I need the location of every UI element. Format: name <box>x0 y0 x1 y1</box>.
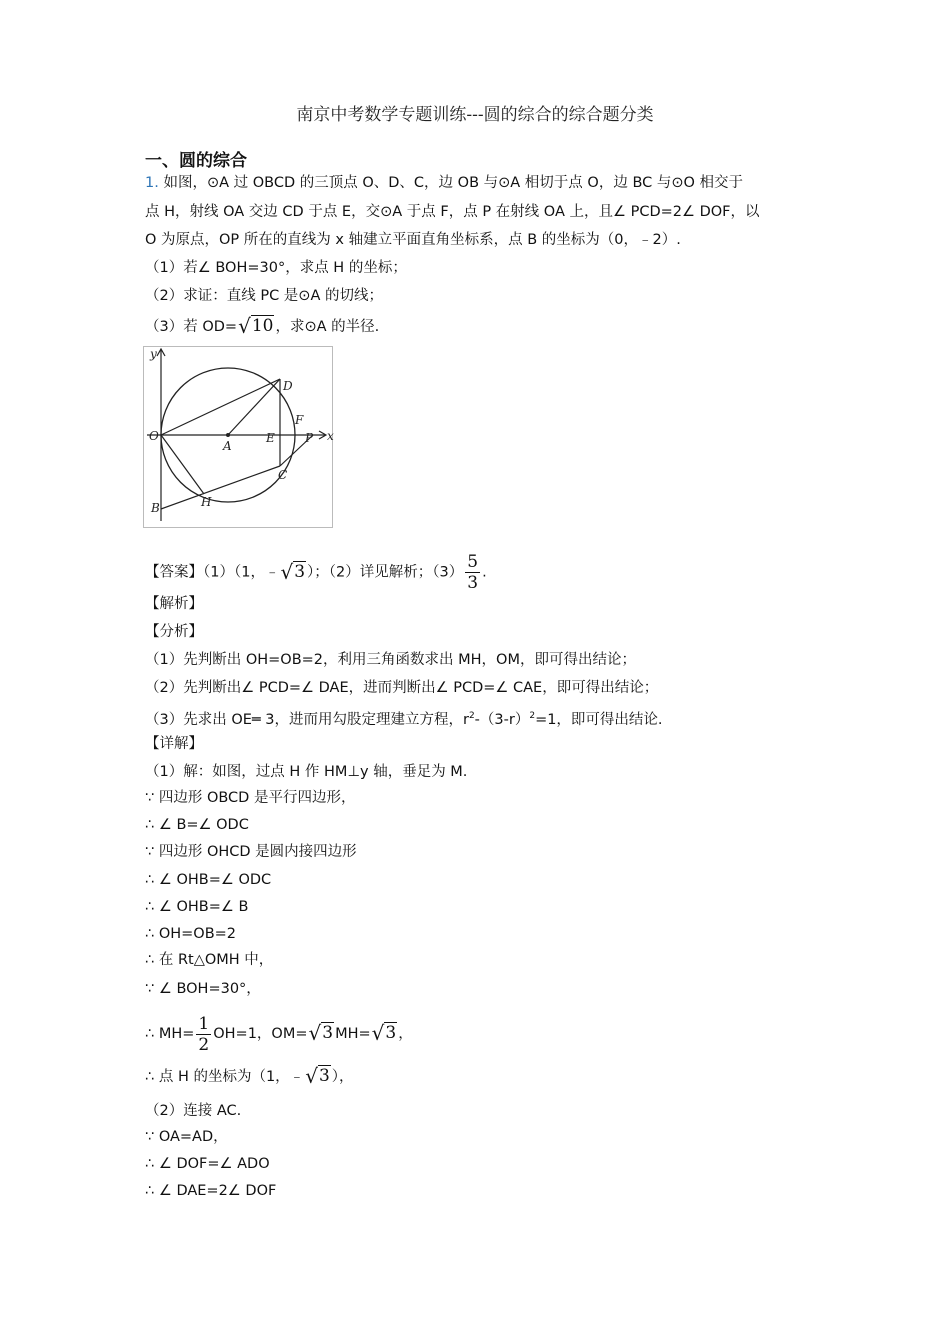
label-D: D <box>283 379 293 393</box>
solution-line-10 <box>145 1011 413 1056</box>
solution-line-1: （1）解：如图，过点 H 作 HM⊥y 轴，垂足为 M. <box>145 764 468 780</box>
question-1: （1）若∠ BOH=30°，求点 H 的坐标； <box>145 260 407 276</box>
question-3-prefix: （3）若 OD= <box>145 319 238 335</box>
half-numerator: 1 <box>198 1013 210 1034</box>
answer-line <box>145 552 487 593</box>
solution-line-11 <box>145 1066 354 1087</box>
question-3 <box>145 316 379 337</box>
solution-10-suffix: ， <box>398 1026 413 1042</box>
solution-line-14: ∴ ∠ DOF=∠ ADO <box>145 1156 270 1172</box>
half-fraction <box>196 1014 211 1055</box>
analysis-3-middle: -（3-r） <box>474 711 530 728</box>
solution-11-prefix: ∴ 点 H 的坐标为（1，﹣ <box>145 1069 305 1085</box>
solution-line-2: ∵ 四边形 OBCD 是平行四边形， <box>145 790 356 806</box>
solution-line-3: ∴ ∠ B=∠ ODC <box>145 817 249 833</box>
half-denominator: 2 <box>198 1034 210 1055</box>
label-H: H <box>201 495 212 509</box>
label-O: O <box>149 429 159 443</box>
answer-sqrt: √3 <box>280 559 306 584</box>
label-B: B <box>151 501 160 515</box>
problem-stem-line-1 <box>145 173 743 193</box>
problem-stem-line-3: O 为原点，OP 所在的直线为 x 轴建立平面直角坐标系，点 B 的坐标为（0，﹣2）. <box>145 232 681 248</box>
analysis-3-sup-2: 2 <box>529 711 536 721</box>
solution-11-suffix: ）， <box>331 1069 354 1085</box>
sqrt-mh-argument: 3 <box>385 1023 397 1043</box>
problem-stem-text-1: 如图，⊙A 过 OBCD 的三顶点 O、D、C，边 OB 与⊙A 相切于点 O，边 BC 与⊙O 相交于 <box>163 175 744 191</box>
label-E: E <box>266 431 275 445</box>
analysis-1: （1）先判断出 OH=OB=2，利用三角函数求出 MH，OM，即可得出结论； <box>145 652 636 668</box>
sqrt-om: √3 <box>308 1021 334 1045</box>
sqrt-mh: √3 <box>371 1021 397 1045</box>
sqrt-argument: 10 <box>251 316 274 336</box>
solution-line-12: （2）连接 AC. <box>145 1103 242 1119</box>
solution-line-15: ∴ ∠ DAE=2∠ DOF <box>145 1183 277 1199</box>
label-P: P <box>305 431 314 445</box>
question-3-suffix: ，求⊙A 的半径. <box>275 319 380 335</box>
sqrt-h-coordinate: √3 <box>305 1064 330 1088</box>
section-heading: 一、圆的综合 <box>145 151 247 171</box>
answer-fraction-denominator: 3 <box>467 573 479 593</box>
solution-10-prefix: ∴ MH= <box>145 1026 195 1042</box>
problem-stem-line-2: 点 H，射线 OA 交边 CD 于点 E，交⊙A 于点 F，点 P 在射线 OA 上，且∠ PCD=2∠ DOF，以 <box>145 204 760 220</box>
label-A: A <box>223 439 232 453</box>
sqrt-om-argument: 3 <box>322 1023 334 1043</box>
analysis-3-sup-1: 2 <box>468 711 475 721</box>
solution-line-6: ∴ ∠ OHB=∠ B <box>145 899 249 915</box>
solution-line-5: ∴ ∠ OHB=∠ ODC <box>145 872 272 888</box>
geometry-figure <box>143 346 333 528</box>
analysis-3 <box>145 706 663 730</box>
problem-number: 1. <box>145 175 159 191</box>
fenxi-heading: 【分析】 <box>145 624 203 640</box>
document-title: 南京中考数学专题训练---圆的综合的综合题分类 <box>296 105 654 125</box>
solution-line-9: ∵ ∠ BOH=30°， <box>145 981 261 997</box>
sqrt-h-argument: 3 <box>318 1066 330 1086</box>
point-A-dot <box>226 433 230 437</box>
label-C: C <box>278 468 288 482</box>
answer-fraction-numerator: 5 <box>467 552 479 572</box>
answer-fraction <box>465 552 480 593</box>
answer-part-2: ）；（2）详见解析；（3） <box>307 564 464 581</box>
answer-part-1: （1）（1，﹣ <box>203 564 280 581</box>
analysis-3-prefix: （3）先求出 OE═ 3，进而用勾股定理建立方程，r <box>145 711 469 728</box>
jiexi-heading: 【解析】 <box>145 596 203 612</box>
label-x: x <box>327 429 334 443</box>
solution-line-8: ∴ 在 Rt△OMH 中， <box>145 952 274 968</box>
question-2: （2）求证：直线 PC 是⊙A 的切线； <box>145 288 383 304</box>
answer-tag: 【答案】 <box>145 564 203 581</box>
solution-line-13: ∵ OA=AD， <box>145 1129 228 1145</box>
label-y: y <box>150 347 157 361</box>
analysis-2: （2）先判断出∠ PCD=∠ DAE，进而判断出∠ PCD=∠ CAE，即可得出结论； <box>145 680 659 696</box>
answer-sqrt-argument: 3 <box>294 561 306 582</box>
solution-line-7: ∴ OH=OB=2 <box>145 926 237 942</box>
solution-10-middle-2: MH= <box>335 1026 371 1042</box>
solution-line-4: ∵ 四边形 OHCD 是圆内接四边形 <box>145 844 357 860</box>
solution-10-middle: OH=1，OM= <box>213 1026 308 1042</box>
label-F: F <box>295 413 304 427</box>
sqrt-expression: √10 <box>238 314 274 338</box>
analysis-3-suffix: =1，即可得出结论. <box>535 711 663 728</box>
xiangjie-heading: 【详解】 <box>145 736 203 752</box>
answer-part-3: . <box>482 564 487 581</box>
